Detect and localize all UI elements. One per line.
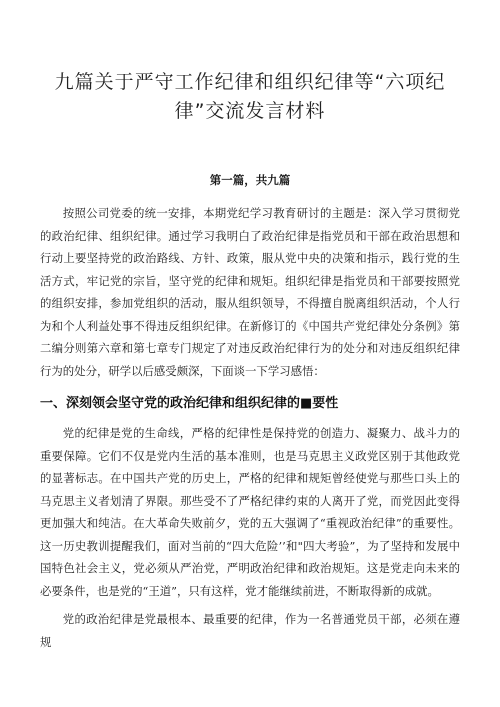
section-heading-1: 一、深刻领会坚守党的政治纪律和组织纪律的■要性: [40, 396, 339, 411]
intro-paragraph: 按照公司党委的统一安排，本期党纪学习教育研讨的主题是：深入学习贯彻党的政治纪律、组织纪律。通过学习我明白了政治纪律是指党员和干部在政治思想和行动上要坚持党的政治路线、方针、政策，服从党中央的决策和指示，践行党的生活方式，牢记党的宗旨，坚守党的纪律和规矩。组织纪律是指党员和干部要按照党的组织安排，参加党组织的活动，服从组织领导，不得擅自脱离组织活动，个人行为和个人利益处事不得违反组织纪律。在新修订的《中国共产党纪律处分条例》第二编分则第六章和第七章专门规定了对违反政治纪律行为的处分和对违反组织纪律行为的处分，研学以后感受颇深，下面谈一下学习感悟：: [40, 206, 460, 378]
section-label: 第一篇，共九篇: [209, 173, 291, 187]
body-paragraph-2: 党的政治纪律是党最根本、最重要的纪律，作为一名普通党员干部，必须在遵规: [40, 612, 460, 649]
document-title: 九篇关于严守工作纪律和组织纪律等“六项纪律”交流发言材料: [54, 71, 446, 122]
body-paragraph-1: 党的纪律是党的生命线，严格的纪律性是保持党的创造力、凝聚力、战斗力的重要保障。它们不仅是党内生活的基本准则，也是马克思主义政党区别于其他政党的显著标志。在中国共产党的历史上，严格的纪律和规矩曾经使党与那些口头上的马克思主义者划清了界限。那些受不了严格纪律约束的人离开了党，而党因此变得更加强大和纯洁。在大革命失败前夕，党的五大强调了“重视政治纪律”的重要性。这一历史教训提醒我们，面对当前的“四大危险’’和"四大考验”，为了坚持和发展中国特色社会主义，党必须从严治党，严明政治纪律和政治规矩。这是党走向未来的必要条件，也是党的“王道”，只有这样，党才能继续前进，不断取得新的成就。: [40, 426, 460, 598]
